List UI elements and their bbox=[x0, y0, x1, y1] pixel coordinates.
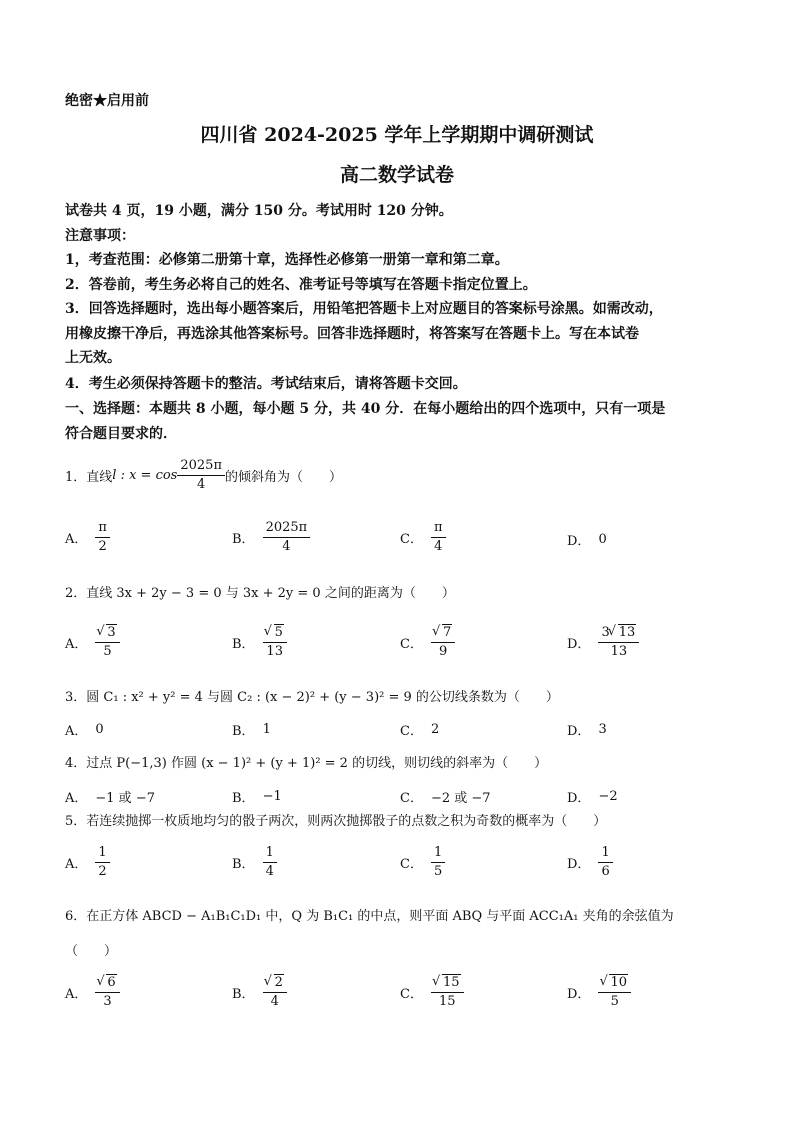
option-label: A． bbox=[65, 987, 88, 1002]
note-3: 3．回答选择题时，选出每小题答案后，用铅笔把答题卡上对应题目的答案标号涂黑。如需改动， bbox=[65, 301, 663, 317]
note-1: 1，考查范围：必修第二册第十章，选择性必修第一册第一章和第二章。 bbox=[65, 252, 509, 268]
q4-option-d[interactable] bbox=[567, 787, 618, 806]
q5c-num: 1 bbox=[431, 845, 445, 863]
q6c-den: 15 bbox=[438, 994, 456, 1009]
q2a-den: 5 bbox=[103, 644, 112, 659]
q6d-rad: 10 bbox=[610, 975, 627, 990]
question-6-paren: （ ） bbox=[65, 944, 118, 959]
q2a-rad: 3 bbox=[107, 625, 116, 640]
option-label: C． bbox=[400, 637, 423, 652]
q1-fraction bbox=[177, 458, 225, 493]
q1-prefix: 1．直线 bbox=[65, 470, 113, 485]
q1c-num: π bbox=[431, 520, 446, 538]
q1b-den: 4 bbox=[282, 539, 291, 554]
option-label: A． bbox=[65, 791, 88, 806]
question-5: 5．若连续抛掷一枚质地均匀的骰子两次，则两次抛掷骰子的点数之积为奇数的概率为（ ） bbox=[65, 814, 607, 829]
option-label: B． bbox=[232, 532, 255, 547]
q5d-num: 1 bbox=[598, 845, 612, 863]
q4-option-b[interactable] bbox=[232, 787, 282, 806]
option-label: A． bbox=[65, 532, 88, 547]
option-label: B． bbox=[232, 857, 255, 872]
q5-option-d[interactable] bbox=[567, 845, 613, 880]
question-6: 6．在正方体 ABCD − A₁B₁C₁D₁ 中，Q 为 B₁C₁ 的中点，则平面 ABQ 与平面 ACC₁A₁ 夹角的余弦值为 bbox=[65, 909, 674, 924]
q3c-value: 2 bbox=[430, 722, 440, 737]
q1-frac-den: 4 bbox=[197, 477, 206, 492]
q1-option-a[interactable] bbox=[65, 520, 110, 555]
option-label: C． bbox=[400, 857, 423, 872]
q4c-value: −2 或 −7 bbox=[430, 791, 491, 806]
q4a-value: −1 或 −7 bbox=[95, 791, 155, 806]
option-label: A． bbox=[65, 637, 88, 652]
exam-subtitle: 高二数学试卷 bbox=[339, 164, 454, 186]
q1a-num: π bbox=[95, 520, 110, 538]
q1d-value: 0 bbox=[598, 532, 607, 547]
q5-option-c[interactable] bbox=[400, 845, 445, 880]
q4-option-a[interactable] bbox=[65, 787, 155, 806]
q4b-value: −1 bbox=[262, 789, 282, 804]
q2-option-b[interactable] bbox=[232, 625, 287, 660]
option-label: A． bbox=[65, 857, 88, 872]
q2b-rad: 5 bbox=[274, 625, 283, 640]
q6-option-b[interactable] bbox=[232, 975, 287, 1010]
exam-intro: 试卷共 4 页，19 小题，满分 150 分。考试用时 120 分钟。 bbox=[65, 203, 453, 219]
section-heading: 一、选择题：本题共 8 小题，每小题 5 分，共 40 分．在每小题给出的四个选项中，只有一项是 bbox=[65, 401, 666, 417]
q1-frac-num: 2025π bbox=[177, 458, 225, 476]
q2c-den: 9 bbox=[438, 644, 448, 659]
q5d-den: 6 bbox=[601, 864, 610, 879]
q6b-den: 4 bbox=[270, 994, 279, 1009]
q5a-den: 2 bbox=[98, 864, 107, 879]
note-3-cont: 用橡皮擦干净后，再选涂其他答案标号。回答非选择题时，将答案写在答题卡上。写在本试卷 bbox=[65, 326, 639, 342]
option-label: C． bbox=[400, 987, 423, 1002]
q6a-den: 3 bbox=[103, 994, 112, 1009]
q3a-value: 0 bbox=[95, 722, 104, 737]
q1b-num: 2025π bbox=[263, 520, 311, 538]
option-label: D． bbox=[567, 534, 591, 549]
q4-option-c[interactable] bbox=[400, 787, 491, 806]
question-3: 3．圆 C₁ : x² + y² = 4 与圆 C₂ : (x − 2)² + (y − 3)² = 9 的公切线条数为（ ） bbox=[65, 690, 559, 705]
option-label: D． bbox=[567, 987, 591, 1002]
option-label: D． bbox=[567, 724, 591, 739]
q5b-den: 4 bbox=[265, 864, 274, 879]
q5-option-a[interactable] bbox=[65, 845, 110, 880]
q5-option-b[interactable] bbox=[232, 845, 277, 880]
q6b-rad: 2 bbox=[274, 975, 283, 990]
q1-equation: l : x = cos bbox=[112, 468, 178, 483]
q1c-den: 4 bbox=[434, 539, 443, 554]
option-label: D． bbox=[567, 791, 591, 806]
q6-option-c[interactable] bbox=[400, 975, 464, 1010]
note-2: 2．答卷前，考生务必将自己的姓名、准考证号等填写在答题卡指定位置上。 bbox=[65, 277, 537, 293]
q2-option-c[interactable] bbox=[400, 625, 455, 660]
confidential-mark: 绝密★启用前 bbox=[65, 93, 149, 109]
question-4: 4．过点 P(−1,3) 作圆 (x − 1)² + (y + 1)² = 2 的切线，则切线的斜率为（ ） bbox=[65, 756, 548, 771]
question-1 bbox=[65, 458, 342, 493]
q5c-den: 5 bbox=[433, 864, 443, 879]
q2b-den: 13 bbox=[266, 644, 283, 659]
q4d-value: −2 bbox=[598, 789, 618, 804]
q5b-num: 1 bbox=[263, 845, 277, 863]
q6a-rad: 6 bbox=[107, 975, 116, 990]
q6d-den: 5 bbox=[610, 994, 619, 1009]
q1-option-d[interactable] bbox=[567, 530, 607, 549]
q2-option-a[interactable] bbox=[65, 625, 120, 660]
q1-suffix: 的倾斜角为（ ） bbox=[225, 470, 343, 485]
option-label: B． bbox=[232, 987, 255, 1002]
q6-option-d[interactable] bbox=[567, 975, 631, 1010]
option-label: B． bbox=[232, 791, 255, 806]
option-label: A． bbox=[65, 724, 88, 739]
q3-option-b[interactable] bbox=[232, 720, 271, 739]
q6-option-a[interactable] bbox=[65, 975, 120, 1010]
q1-option-c[interactable] bbox=[400, 520, 446, 555]
q3-option-d[interactable] bbox=[567, 720, 607, 739]
q3b-value: 1 bbox=[262, 722, 271, 737]
q1a-den: 2 bbox=[98, 539, 107, 554]
q2d-den: 13 bbox=[610, 644, 628, 659]
q1-option-b[interactable] bbox=[232, 520, 310, 555]
note-4: 4．考生必须保持答题卡的整洁。考试结束后，请将答题卡交回。 bbox=[65, 376, 467, 392]
option-label: C． bbox=[400, 724, 423, 739]
q3-option-a[interactable] bbox=[65, 720, 104, 739]
section-heading-cont: 符合题目要求的． bbox=[65, 426, 177, 442]
q3d-value: 3 bbox=[598, 722, 607, 737]
q6c-rad: 15 bbox=[442, 975, 460, 990]
option-label: B． bbox=[232, 637, 255, 652]
option-label: C． bbox=[400, 791, 423, 806]
note-3-end: 上无效。 bbox=[65, 350, 121, 366]
option-label: C． bbox=[400, 532, 423, 547]
q5a-num: 1 bbox=[95, 845, 109, 863]
q2d-rad: 13 bbox=[618, 625, 636, 640]
exam-title: 四川省 2024-2025 学年上学期期中调研测试 bbox=[200, 124, 594, 146]
q2-option-d[interactable] bbox=[567, 625, 639, 660]
question-2: 2．直线 3x + 2y − 3 = 0 与 3x + 2y = 0 之间的距离为（ ） bbox=[65, 586, 455, 601]
option-label: D． bbox=[567, 857, 591, 872]
notes-heading: 注意事项： bbox=[65, 228, 135, 244]
q2d-coef: 3 bbox=[601, 625, 610, 640]
option-label: B． bbox=[232, 724, 255, 739]
q3-option-c[interactable] bbox=[400, 720, 439, 739]
option-label: D． bbox=[567, 637, 591, 652]
q2c-rad: 7 bbox=[442, 625, 452, 640]
